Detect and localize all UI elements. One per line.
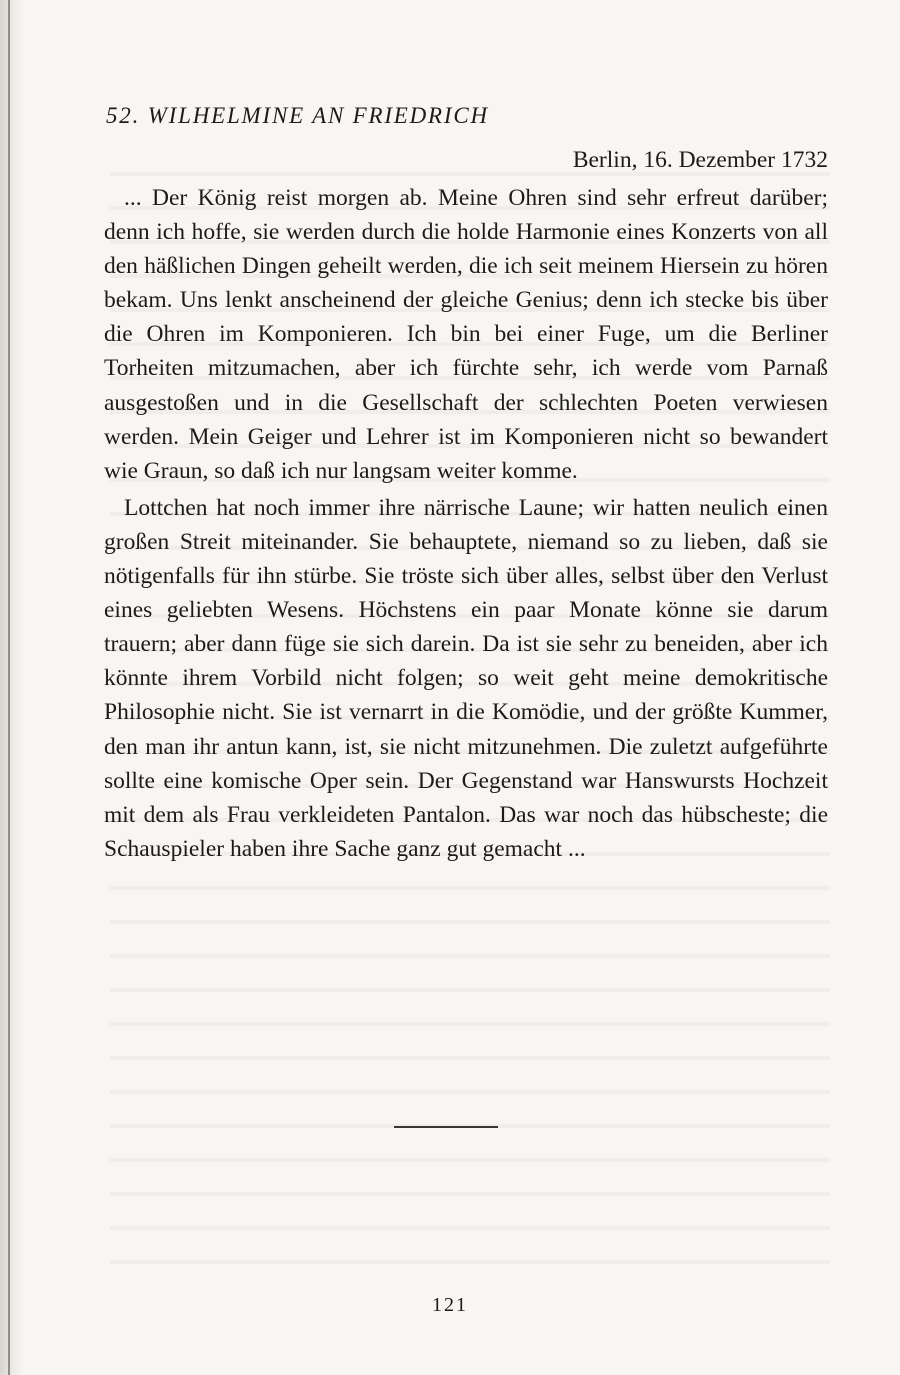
letter-dateline: Berlin, 16. Dezember 1732: [572, 147, 828, 173]
letter-paragraph-2: Lottchen hat noch immer ihre närrische Laune; wir hatten neulich einen großen Streit miteinander. Sie behauptete, niemand so zu lieben, daß sie nötigenfalls für ihn stürbe. Sie tröste sich über alles, selbst über den Verlust eines geliebten Wesens. Höchstens ein paar Monate könne sie darum trauern; aber dann füge sie sich darein. Da ist sie sehr zu beneiden, aber ich könnte ihrem Vorbild nicht folgen; so weit geht meine demokritische Philosophie nicht. Sie ist vernarrt in die Komödie, und der größte Kummer, den man ihr antun kann, ist, sie nicht mitzunehmen. Die zuletzt aufgeführte sollte eine komische Oper sein. Der Gegenstand war Hanswursts Hochzeit mit dem als Frau verkleideten Pantalon. Das war noch das hübscheste; die Schauspieler haben ihre Sache ganz gut gemacht ...: [104, 494, 828, 862]
letter-body: [104, 181, 828, 866]
letter-paragraph-1: ... Der König reist morgen ab. Meine Ohren sind sehr erfreut darüber; denn ich hoffe, sie werden durch die holde Harmonie eines Konzerts von all den häßlichen Dingen geheilt werden, die ich seit meinem Hiersein zu hören bekam. Uns lenkt anscheinend der gleiche Genius; denn ich stecke bis über die Ohren im Komponieren. Ich bin bei einer Fuge, um die Berliner Torheiten mitzumachen, aber ich fürchte sehr, ich werde vom Parnaß ausgestoßen und in die Gesellschaft der schlechten Poeten verwiesen werden. Mein Geiger und Lehrer ist im Komponieren nicht so bewandert wie Graun, so daß ich nur langsam weiter komme.: [104, 185, 828, 484]
binding-shadow: [0, 0, 24, 1375]
binding-edge: [8, 0, 10, 1375]
letter-heading: 52. WILHELMINE AN FRIEDRICH: [106, 103, 489, 128]
page-number: 121: [432, 1294, 468, 1316]
footnote-separator-rule: [394, 1126, 498, 1128]
